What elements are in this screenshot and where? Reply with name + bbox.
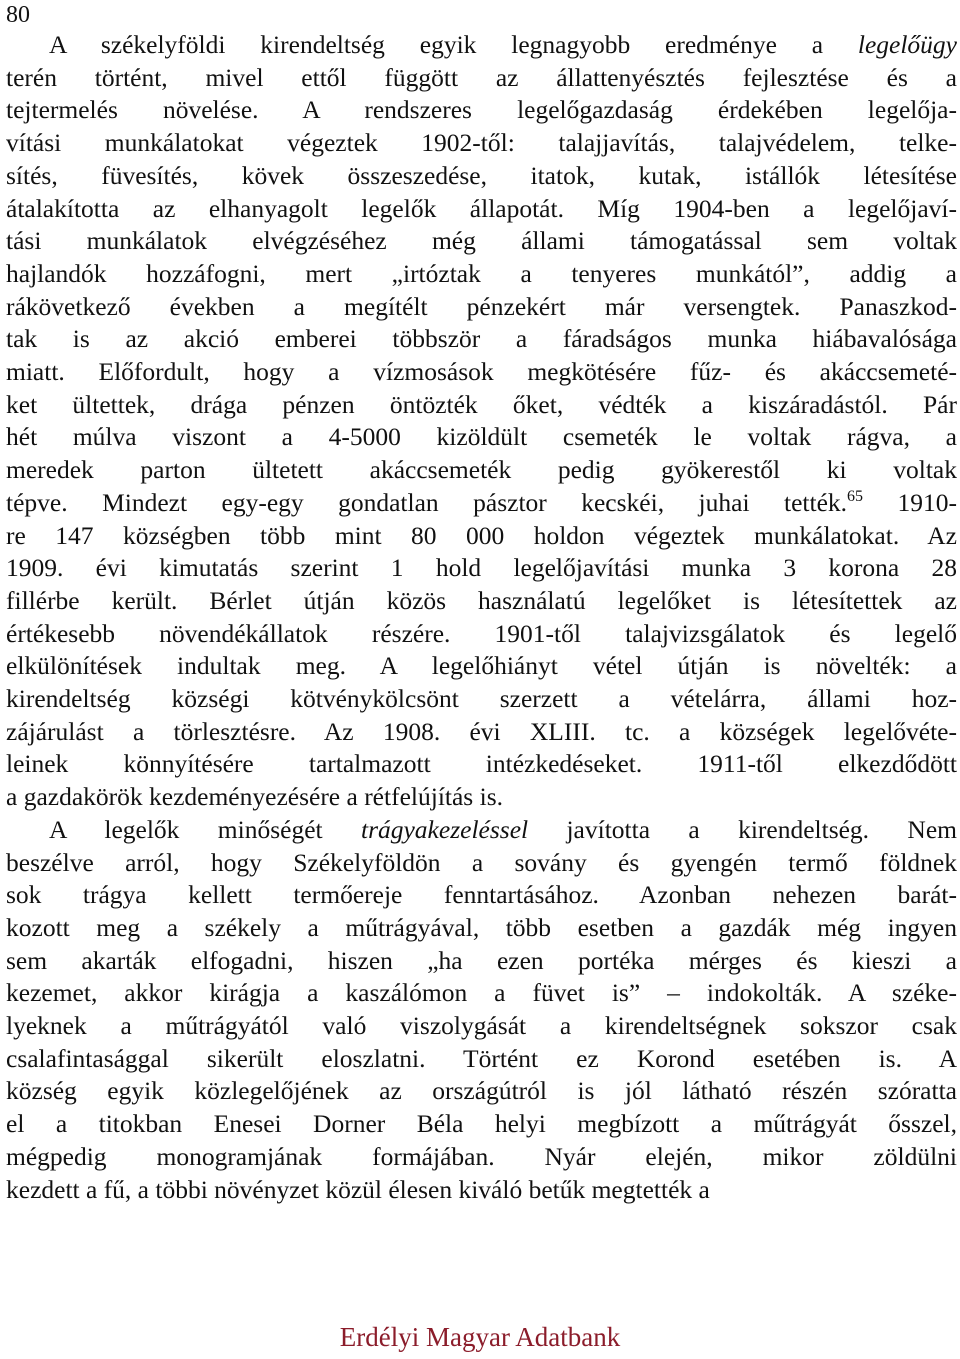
text-line: meredek parton ültetett akáccsemeték pedig gyökerestől ki voltak	[6, 455, 957, 485]
text-line: el a titokban Enesei Dorner Béla helyi megbízott a műtrágyát ősszel,	[6, 1109, 957, 1139]
text-line: község egyik közlegelőjének az országútról is jól látható részén szóratta	[6, 1076, 957, 1106]
text-span: A legelők minőségét	[49, 814, 361, 844]
text-line: terén történt, mivel ettől függött az állattenyésztés fejlesztése és a	[6, 62, 957, 92]
text-line: elkülönítések indultak meg. A legelőhiányt vétel útján is növelték: a	[6, 651, 957, 681]
text-line: zájárulást a törlesztésre. Az 1908. évi XLIII. tc. a községek legelővéte-	[6, 716, 957, 746]
italic-term: legelőügy	[857, 30, 957, 59]
text-line: sem akarták elfogadni, hiszen „ha ezen portéka mérges és kieszi a	[6, 945, 957, 975]
text-line: fillérbe került. Bérlet útján közös használatú legelőket is létesítettek az	[6, 585, 957, 615]
text-line: mégpedig monogramjának formájában. Nyár elején, mikor zöldülni	[6, 1141, 957, 1171]
italic-term: trágyakezeléssel	[360, 814, 529, 844]
text-line: beszélve arról, hogy Székelyföldön a sovány és gyengén termő földnek	[6, 847, 957, 877]
text-line: 1909. évi kimutatás szerint 1 hold legelőjavítási munka 3 korona 28	[6, 553, 957, 583]
page-number: 80	[6, 2, 30, 28]
text-line: értékesebb növendékállatok részére. 1901-től talajvizsgálatok és legelő	[6, 618, 957, 648]
text-line: tási munkálatok elvégzéséhez még állami támogatással sem voltak	[6, 226, 957, 256]
text-line: tejtermelés növelése. A rendszeres legelőgazdaság érdekében legelőja-	[6, 95, 957, 125]
text-line: vítási munkálatokat végeztek 1902-től: talajjavítás, talajvédelem, telke-	[6, 128, 957, 158]
text-line: sok trágya kellett termőereje fenntartásához. Azonban nehezen barát-	[6, 880, 957, 910]
text-line: kozott meg a székely a műtrágyával, több esetben a gazdák még ingyen	[6, 912, 957, 942]
text-line: a gazdakörök kezdeményezésére a rétfelújítás is.	[6, 782, 503, 812]
text-span: A székelyföldi kirendeltség egyik legnagyobb eredménye a	[49, 30, 858, 59]
text-line	[6, 486, 957, 519]
text-line: ket ültettek, drága pénzen öntözték őket, védték a kiszáradástól. Pár	[6, 389, 957, 419]
text-line: hét múlva viszont a 4-5000 kizöldült csemeték le voltak rágva, a	[6, 422, 957, 452]
text-line: csalafintasággal sikerült eloszlatni. Történt ez Korond esetében is. A	[6, 1043, 957, 1073]
text-line: kezemet, akkor kirágja a kaszálómon a füvet is” – indokolták. A széke-	[6, 978, 957, 1008]
text-line: hajlandók hozzáfogni, mert „irtóztak a tenyeres munkától”, addig a	[6, 258, 957, 288]
text-line: kezdett a fű, a többi növényzet közül élesen kiváló betűk megtették a	[6, 1174, 710, 1204]
text-line: leinek könnyítésére tartalmazott intézkedéseket. 1911-től elkezdődött	[6, 749, 957, 779]
text-line	[49, 813, 957, 846]
text-line: tak is az akció emberei többször a fáradságos munka hiábavalósága	[6, 324, 957, 354]
text-span: 1910-	[863, 487, 957, 517]
text-line: lyeknek a műtrágyától való viszolygását a kirendeltségnek sokszor csak	[6, 1011, 957, 1040]
text-line: sítés, füvesítés, kövek összeszedése, itatok, kutak, istállók létesítése	[6, 160, 957, 190]
text-line: re 147 községben több mint 80 000 holdon végeztek munkálatokat. Az	[6, 520, 957, 550]
text-line: kirendeltség községi kötvénykölcsönt szerzett a vételárra, állami hoz-	[6, 684, 957, 713]
footer-watermark: Erdélyi Magyar Adatbank	[339, 1322, 621, 1352]
text-line: miatt. Előfordult, hogy a vízmosások megkötésére fűz- és akáccsemeté-	[6, 357, 957, 386]
text-span: javította a kirendeltség. Nem	[528, 814, 957, 844]
text-line	[49, 28, 957, 61]
text-span: tépve. Mindezt egy-egy gondatlan pásztor kecskéi, juhai tették.	[6, 487, 848, 517]
text-line: rákövetkező években a megítélt pénzekért már versengtek. Panaszkod-	[6, 291, 957, 321]
footnote-reference[interactable]: 65	[847, 487, 864, 505]
text-line: átalakította az elhanyagolt legelők állapotát. Míg 1904-ben a legelőjaví-	[6, 193, 957, 223]
